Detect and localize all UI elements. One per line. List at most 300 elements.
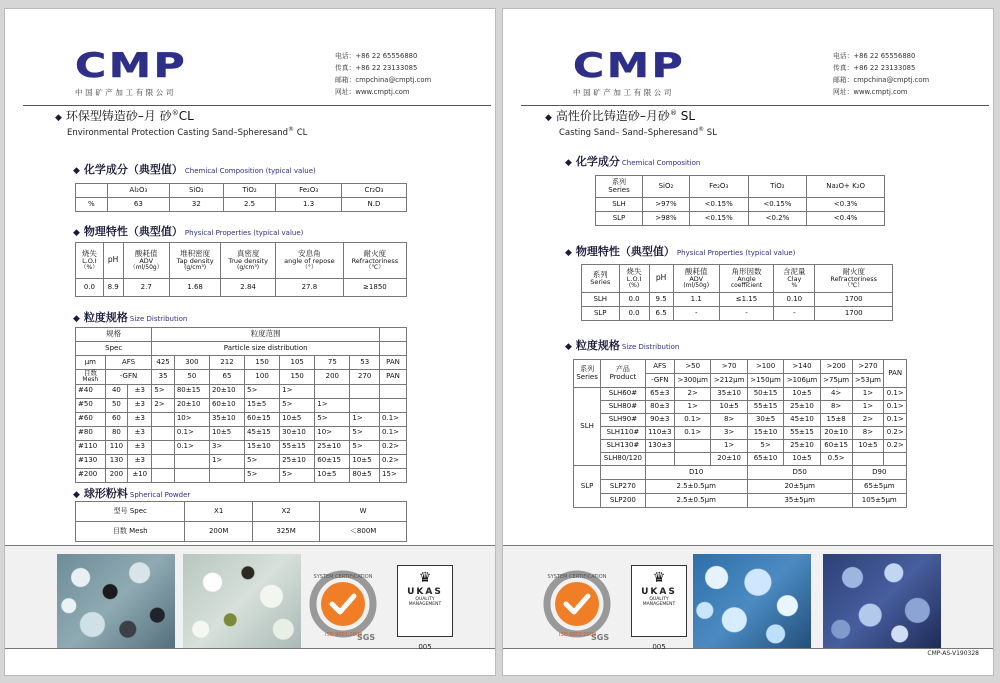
ukas-number: 005 bbox=[652, 643, 666, 651]
table-cell: ±3 bbox=[128, 454, 152, 468]
table-cell: 105±5μm bbox=[852, 494, 906, 508]
header-unit: （%） bbox=[80, 263, 99, 271]
table-cell: 30±10 bbox=[280, 426, 315, 440]
table-cell: 0.1> bbox=[174, 440, 209, 454]
table-cell bbox=[380, 384, 407, 398]
table-cell: <0.3% bbox=[807, 198, 885, 212]
table-cell: 25±10 bbox=[784, 401, 820, 414]
table-row: 型号 Spec X1 X2 W bbox=[76, 502, 407, 522]
table-cell: <0.15% bbox=[689, 198, 748, 212]
table-cell: SLH60# bbox=[601, 388, 645, 401]
table-cell: 2> bbox=[852, 414, 884, 427]
table-cell: Fe₂O₃ bbox=[689, 176, 748, 198]
product-zh: 产品 bbox=[615, 364, 630, 373]
table-cell: 15±10 bbox=[245, 440, 280, 454]
header-zh: 含泥量 bbox=[783, 266, 806, 276]
product-photo bbox=[183, 554, 301, 648]
header-zh: 堆积密度 bbox=[180, 248, 211, 258]
table-cell: 0.0 bbox=[76, 279, 104, 297]
ukas-number: 005 bbox=[418, 643, 432, 651]
header-unit: （ml/50g） bbox=[129, 263, 163, 271]
header-en: ADV bbox=[139, 256, 154, 265]
table-cell: 30±5 bbox=[747, 414, 783, 427]
table-cell: PAN bbox=[884, 360, 907, 388]
table-cell: #40 bbox=[76, 384, 106, 398]
table-cell: 110 bbox=[105, 440, 127, 454]
table-cell: 0.1> bbox=[884, 401, 907, 414]
header-zh: 真密度 bbox=[236, 248, 260, 258]
table-cell: 200 bbox=[315, 370, 350, 385]
table-cell bbox=[884, 453, 907, 466]
diamond-icon: ◆ bbox=[565, 158, 572, 168]
table-cell: 25±10 bbox=[280, 454, 315, 468]
table-cell: 80±3 bbox=[645, 401, 674, 414]
table-cell: 10±5 bbox=[852, 440, 884, 453]
table-cell: 1> bbox=[852, 401, 884, 414]
contact-block bbox=[335, 50, 431, 98]
table-cell: 20±10 bbox=[209, 384, 244, 398]
table-cell: 10> bbox=[174, 412, 209, 426]
product-photo bbox=[823, 554, 941, 648]
table-row bbox=[76, 384, 407, 398]
table-cell: 0.2> bbox=[884, 440, 907, 453]
powder-section-title: ◆ 球形粉料 Spherical Powder bbox=[73, 487, 191, 500]
table-cell: - bbox=[719, 307, 773, 321]
table-cell: 20±10 bbox=[820, 427, 852, 440]
header-unit: (ml/50g) bbox=[683, 281, 710, 289]
table-cell: 300 bbox=[174, 356, 209, 370]
table-cell: 35±10 bbox=[711, 388, 747, 401]
header-en: ADV bbox=[689, 274, 704, 283]
svg-text:SGS: SGS bbox=[357, 633, 376, 642]
table-cell: 10±5 bbox=[784, 453, 820, 466]
company-name-cn: 中国矿产加工有限公司 bbox=[573, 88, 674, 97]
right-page bbox=[502, 8, 994, 676]
sgs-iso-certification-logo bbox=[307, 564, 387, 644]
table-cell: - bbox=[774, 307, 815, 321]
series-en: Series bbox=[608, 185, 630, 194]
table-cell: SiO₂ bbox=[643, 176, 690, 198]
table-row bbox=[596, 212, 885, 226]
header-en: Tap density bbox=[176, 256, 214, 265]
chem-table bbox=[75, 183, 407, 212]
chem-table bbox=[595, 175, 885, 226]
header-en: Refractoriness bbox=[830, 274, 878, 283]
table-cell: 65±3 bbox=[645, 388, 674, 401]
table-cell: 60±15 bbox=[245, 412, 280, 426]
table-row bbox=[574, 494, 907, 508]
table-cell bbox=[174, 454, 209, 468]
diamond-icon: ◆ bbox=[73, 228, 80, 238]
table-row bbox=[574, 401, 907, 414]
contact-fax: 传真：+86 22 23133085 bbox=[833, 64, 916, 72]
table-cell: 20±10 bbox=[174, 398, 209, 412]
table-cell: 5> bbox=[350, 440, 380, 454]
table-cell: 1.1 bbox=[673, 293, 719, 307]
header-en: L.O.I bbox=[82, 256, 97, 265]
table-cell: SLP bbox=[596, 212, 643, 226]
table-cell: 65±10 bbox=[747, 453, 783, 466]
table-cell bbox=[315, 384, 350, 398]
chem-section-title: ◆ 化学成分（典型值） Chemical Composition (typical value) bbox=[73, 163, 316, 176]
product-photo bbox=[57, 554, 175, 648]
table-row: 目数 Mesh 200M 325M ＜800M bbox=[76, 522, 407, 542]
table-cell: -GFN bbox=[645, 374, 674, 388]
table-cell: 60±15 bbox=[820, 440, 852, 453]
header-unit: coefficient bbox=[730, 281, 763, 289]
product-photo bbox=[693, 554, 811, 648]
product-en: Product bbox=[609, 372, 637, 381]
table-cell: <0.15% bbox=[748, 198, 807, 212]
table-header-cell bbox=[619, 265, 649, 293]
table-cell: 20±10 bbox=[711, 453, 747, 466]
table-cell: 45±15 bbox=[245, 426, 280, 440]
table-cell: 60 bbox=[105, 412, 127, 426]
table-cell: ≥1850 bbox=[343, 279, 406, 297]
table-cell: ±3 bbox=[128, 412, 152, 426]
mesh-en: Mesh bbox=[82, 376, 99, 384]
table-cell: 0.1> bbox=[675, 427, 711, 440]
table-cell: #200 bbox=[76, 468, 106, 482]
table-cell: <0.15% bbox=[689, 212, 748, 226]
product-title: ◆ 环保型铸造砂–月 砂®CL bbox=[55, 109, 194, 123]
table-cell: AFS bbox=[645, 360, 674, 374]
svg-text:ISO 9001:2008: ISO 9001:2008 bbox=[559, 632, 597, 638]
diamond-icon: ◆ bbox=[545, 113, 552, 123]
table-cell: >98% bbox=[643, 212, 690, 226]
mesh-label bbox=[76, 370, 106, 385]
table-header-cell bbox=[343, 243, 406, 279]
table-cell: 0.1> bbox=[884, 414, 907, 427]
phys-section-title: ◆ 物理特性（典型值） Physical Properties (typical value) bbox=[565, 245, 796, 258]
table-cell: 55±15 bbox=[784, 427, 820, 440]
product-subtitle: Environmental Protection Casting Sand–Spheresand® CL bbox=[67, 126, 308, 138]
header-unit: （℃） bbox=[365, 263, 385, 271]
contact-fax: 传真：+86 22 23133085 bbox=[335, 64, 418, 72]
product-header bbox=[601, 360, 645, 388]
table-header-cell bbox=[169, 243, 220, 279]
phys-table bbox=[581, 264, 893, 321]
table-cell: 3> bbox=[711, 427, 747, 440]
table-cell: 270 bbox=[350, 370, 380, 385]
table-cell: PAN bbox=[380, 370, 407, 385]
contact-email[interactable]: 邮箱：cmpchina@cmptj.com bbox=[335, 76, 432, 84]
table-cell: D90 bbox=[852, 466, 906, 480]
table-cell: 10±5 bbox=[784, 388, 820, 401]
header-en: Angle bbox=[737, 274, 756, 283]
table-row bbox=[582, 293, 893, 307]
header-zh: pH bbox=[107, 255, 119, 265]
table-cell: SLH80/120 bbox=[601, 453, 645, 466]
table-cell: SLP bbox=[582, 307, 620, 321]
table-cell: 15> bbox=[380, 468, 407, 482]
table-row bbox=[574, 414, 907, 427]
table-cell: μm bbox=[76, 356, 106, 370]
table-cell: Na₂O+ K₂O bbox=[807, 176, 885, 198]
table-cell: 0.1> bbox=[884, 388, 907, 401]
sgs-iso-certification-logo bbox=[541, 564, 621, 644]
header-zh: 耐火度 bbox=[842, 266, 865, 276]
table-cell: 130 bbox=[105, 454, 127, 468]
table-cell: ≤1.15 bbox=[719, 293, 773, 307]
table-cell: SLH130# bbox=[601, 440, 645, 453]
phys-table bbox=[75, 242, 407, 297]
header-en: True density bbox=[228, 256, 268, 265]
series-zh: 系列 bbox=[580, 364, 595, 373]
table-cell: 5> bbox=[245, 454, 280, 468]
mesh-zh: 目数 bbox=[83, 369, 97, 377]
table-cell: 5> bbox=[245, 384, 280, 398]
table-cell bbox=[350, 384, 380, 398]
table-cell: 2.7 bbox=[123, 279, 169, 297]
header-en: Series bbox=[590, 278, 611, 287]
table-row bbox=[76, 279, 407, 297]
table-row bbox=[574, 453, 907, 466]
table-row bbox=[76, 370, 407, 385]
header-zh: 酸耗值 bbox=[134, 248, 158, 258]
table-cell: 10> bbox=[315, 426, 350, 440]
diamond-icon: ◆ bbox=[73, 314, 80, 324]
table-row bbox=[574, 388, 907, 401]
table-row bbox=[76, 356, 407, 370]
table-cell: 9.5 bbox=[649, 293, 673, 307]
ukas-logo: ♛ UKAS QUALITY MANAGEMENT bbox=[397, 565, 453, 637]
table-header-cell bbox=[582, 265, 620, 293]
table-cell: SLH bbox=[582, 293, 620, 307]
table-cell: >150μm bbox=[747, 374, 783, 388]
table-cell: 15±10 bbox=[747, 427, 783, 440]
table-cell: 1> bbox=[711, 440, 747, 453]
diamond-icon: ◆ bbox=[73, 490, 80, 500]
table-cell: 0.1> bbox=[380, 426, 407, 440]
table-row bbox=[574, 466, 907, 480]
table-header-cell bbox=[673, 265, 719, 293]
diamond-icon: ◆ bbox=[565, 342, 572, 352]
header-zh: 烧失 bbox=[626, 266, 642, 276]
table-cell: <0.2% bbox=[748, 212, 807, 226]
header-divider bbox=[521, 105, 989, 106]
table-cell: AFS bbox=[105, 356, 152, 370]
table-cell: >200 bbox=[820, 360, 852, 374]
table-cell: #80 bbox=[76, 426, 106, 440]
company-logo bbox=[573, 46, 753, 101]
table-cell bbox=[380, 398, 407, 412]
table-cell: 0.2> bbox=[380, 454, 407, 468]
table-header-cell bbox=[719, 265, 773, 293]
table-cell: 50±15 bbox=[747, 388, 783, 401]
header-unit: (g/cm³) bbox=[237, 263, 260, 271]
table-cell: 212 bbox=[209, 356, 244, 370]
table-cell: 130±3 bbox=[645, 440, 674, 453]
table-cell: 15±5 bbox=[245, 398, 280, 412]
table-cell: 25±10 bbox=[784, 440, 820, 453]
table-cell: 0.5> bbox=[820, 453, 852, 466]
table-row bbox=[76, 454, 407, 468]
table-cell: 5> bbox=[280, 468, 315, 482]
header-en: angle of repose bbox=[284, 256, 335, 265]
table-row bbox=[76, 342, 407, 356]
table-cell: 1> bbox=[315, 398, 350, 412]
table-cell: 0.2> bbox=[884, 427, 907, 440]
table-cell: 80±5 bbox=[350, 468, 380, 482]
table-cell: 75 bbox=[315, 356, 350, 370]
table-row bbox=[76, 440, 407, 454]
table-cell: SLP bbox=[574, 466, 601, 508]
table-cell: SLH90# bbox=[601, 414, 645, 427]
table-cell: 200 bbox=[105, 468, 127, 482]
table-header-cell bbox=[774, 265, 815, 293]
table-cell: 8> bbox=[820, 401, 852, 414]
table-cell: 粒度范围 bbox=[152, 328, 380, 342]
diamond-icon: ◆ bbox=[73, 166, 80, 176]
table-cell bbox=[152, 412, 174, 426]
table-cell: SLH110# bbox=[601, 427, 645, 440]
table-cell: >97% bbox=[643, 198, 690, 212]
table-cell: SLH bbox=[574, 388, 601, 466]
diamond-icon: ◆ bbox=[565, 248, 572, 258]
contact-phone: 电话：+86 22 65556880 bbox=[833, 52, 916, 60]
header-en: Clay bbox=[787, 274, 802, 283]
header-zh: 酸耗值 bbox=[684, 266, 708, 276]
table-header-cell bbox=[221, 243, 276, 279]
table-cell: >140 bbox=[784, 360, 820, 374]
company-name-cn: 中国矿产加工有限公司 bbox=[75, 88, 176, 97]
table-row bbox=[574, 440, 907, 453]
table-cell bbox=[675, 440, 711, 453]
table-cell: 65 bbox=[209, 370, 244, 385]
header-unit: (g/cm³) bbox=[184, 263, 207, 271]
table-header-cell bbox=[123, 243, 169, 279]
table-cell: 5> bbox=[350, 426, 380, 440]
table-cell bbox=[852, 453, 884, 466]
table-cell bbox=[152, 468, 174, 482]
table-cell: 2> bbox=[152, 398, 174, 412]
document-code: CMP-AS-V190328 bbox=[927, 650, 979, 657]
table-cell: 150 bbox=[245, 356, 280, 370]
table-cell: 规格 bbox=[76, 328, 152, 342]
table-cell: 1> bbox=[350, 412, 380, 426]
table-cell: 10±5 bbox=[280, 412, 315, 426]
table-cell bbox=[675, 453, 711, 466]
chem-section-title: ◆ 化学成分 Chemical Composition bbox=[565, 155, 701, 168]
table-cell: 3> bbox=[209, 440, 244, 454]
table-cell: 0.10 bbox=[774, 293, 815, 307]
table-cell: SLH80# bbox=[601, 401, 645, 414]
series-zh: 系列 bbox=[612, 177, 626, 186]
table-header-cell bbox=[103, 243, 123, 279]
table-cell: 1700 bbox=[815, 293, 893, 307]
table-cell: 10±5 bbox=[315, 468, 350, 482]
header-zh: 系列 bbox=[592, 269, 608, 279]
table-row: % 63 32 2.5 1.3 N.D bbox=[76, 198, 407, 212]
table-row bbox=[596, 198, 885, 212]
table-row bbox=[76, 412, 407, 426]
header-unit: (%) bbox=[628, 281, 640, 289]
table-row bbox=[76, 328, 407, 342]
table-cell: 2.5±0.5μm bbox=[645, 494, 747, 508]
table-cell: 0.1> bbox=[675, 414, 711, 427]
svg-text:SGS: SGS bbox=[591, 633, 610, 642]
table-cell: Spec bbox=[76, 342, 152, 356]
contact-website[interactable]: 网址：www.cmptj.com bbox=[335, 88, 410, 96]
table-cell: 4> bbox=[820, 388, 852, 401]
table-cell: 60±15 bbox=[315, 454, 350, 468]
table-cell: ±3 bbox=[128, 426, 152, 440]
table-row bbox=[76, 243, 407, 279]
table-cell: <0.4% bbox=[807, 212, 885, 226]
table-cell: >100 bbox=[747, 360, 783, 374]
table-cell: 1700 bbox=[815, 307, 893, 321]
table-cell bbox=[152, 454, 174, 468]
table-row bbox=[574, 360, 907, 374]
table-cell: 1> bbox=[209, 454, 244, 468]
table-row bbox=[582, 265, 893, 293]
company-logo bbox=[75, 46, 255, 101]
phys-section-title: ◆ 物理特性（典型值） Physical Properties (typical value) bbox=[73, 225, 304, 238]
table-cell: TiO₂ bbox=[748, 176, 807, 198]
table-cell: D10 bbox=[645, 466, 747, 480]
table-cell: 0.1> bbox=[174, 426, 209, 440]
contact-email[interactable]: 邮箱：cmpchina@cmptj.com bbox=[833, 76, 930, 84]
table-cell bbox=[601, 466, 645, 480]
table-cell: #60 bbox=[76, 412, 106, 426]
table-cell: >212μm bbox=[711, 374, 747, 388]
table-cell: 8> bbox=[852, 427, 884, 440]
table-cell: >270 bbox=[852, 360, 884, 374]
table-cell: 8> bbox=[711, 414, 747, 427]
table-cell: 1> bbox=[852, 388, 884, 401]
ukas-logo: ♛ UKAS QUALITY MANAGEMENT bbox=[631, 565, 687, 637]
table-cell: 1> bbox=[280, 384, 315, 398]
logo-mark: CMP bbox=[75, 46, 188, 86]
header-zh: 烧失 bbox=[81, 248, 97, 258]
table-cell: >106μm bbox=[784, 374, 820, 388]
table-cell: ±3 bbox=[128, 440, 152, 454]
contact-website[interactable]: 网址：www.cmptj.com bbox=[833, 88, 908, 96]
table-cell: 40 bbox=[105, 384, 127, 398]
product-subtitle: Casting Sand– Sand–Spheresand® SL bbox=[559, 126, 717, 138]
table-header-cell bbox=[649, 265, 673, 293]
table-cell: 50 bbox=[105, 398, 127, 412]
table-cell: 5> bbox=[245, 468, 280, 482]
table-header-cell bbox=[76, 243, 104, 279]
table-cell: 45±10 bbox=[784, 414, 820, 427]
table-cell: 5> bbox=[152, 384, 174, 398]
table-cell: 110±3 bbox=[645, 427, 674, 440]
table-cell: 2> bbox=[675, 388, 711, 401]
series-header bbox=[574, 360, 601, 388]
table-cell: SLP200 bbox=[601, 494, 645, 508]
table-cell: - bbox=[673, 307, 719, 321]
header-en: Refractoriness bbox=[351, 256, 399, 265]
table-cell: 2.5±0.5μm bbox=[645, 480, 747, 494]
table-cell: 0.0 bbox=[619, 293, 649, 307]
table-cell bbox=[380, 342, 407, 356]
table-cell: ±3 bbox=[128, 384, 152, 398]
table-row bbox=[574, 480, 907, 494]
table-cell: 55±15 bbox=[280, 440, 315, 454]
table-cell: 2.84 bbox=[221, 279, 276, 297]
header-unit: （°） bbox=[301, 263, 317, 271]
series-header bbox=[596, 176, 643, 198]
table-cell: #130 bbox=[76, 454, 106, 468]
header-zh: 安息角 bbox=[298, 248, 321, 258]
table-cell: 1.68 bbox=[169, 279, 220, 297]
header-divider bbox=[23, 105, 491, 106]
table-cell: 90±3 bbox=[645, 414, 674, 427]
svg-text:ISO 9001:2008: ISO 9001:2008 bbox=[325, 632, 363, 638]
table-cell: 10±5 bbox=[350, 454, 380, 468]
